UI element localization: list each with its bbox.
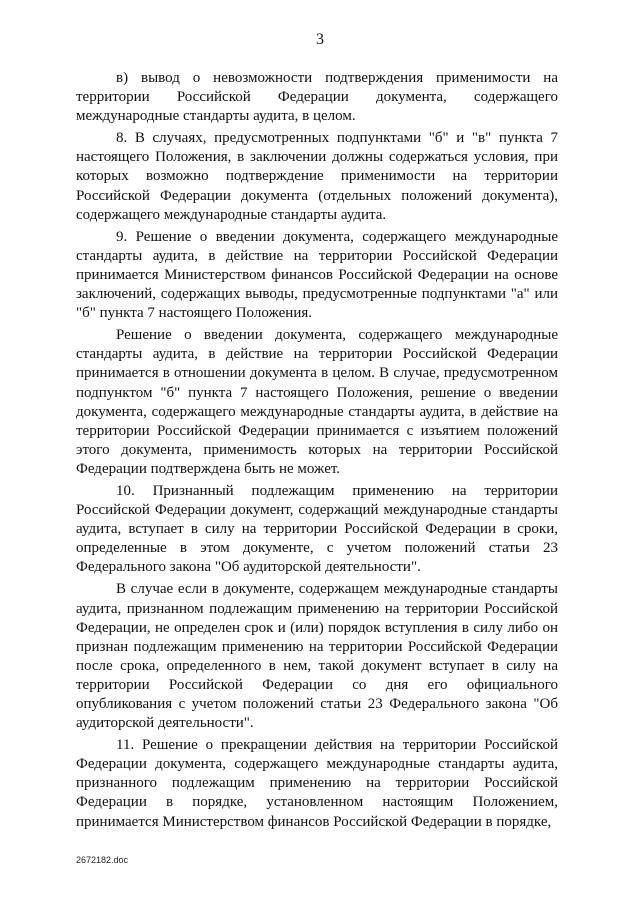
- paragraph-item-11: 11. Решение о прекращении действия на территории Российской Федерации документа, содержащего международные стандарты аудита, признанного подлежащим применению на территории Российской Федерации в порядке, установленном настоящим Положением, принимается Министерством финансов Российской Федерации в порядке,: [76, 737, 558, 830]
- document-footer-filename: 2672182.doc: [76, 855, 129, 865]
- paragraph-item-10-continued: В случае если в документе, содержащем международные стандарты аудита, признанном подлежащим применению на территории Российской Федерации, не определен срок и (или) порядок вступления в силу либо он признан подлежащим применению на территории Российской Федерации после срока, определенного в нем, такой документ вступает в силу на территории Российской Федерации со дня его официального опубликования с учетом положений статьи 23 Федерального закона "Об аудиторской деятельности".: [76, 581, 558, 732]
- document-body: [76, 69, 558, 835]
- paragraph-item-8: 8. В случаях, предусмотренных подпунктами "б" и "в" пункта 7 настоящего Положения, в заключении должны содержаться условия, при которых возможно подтверждение применимости на территории Российской Федерации документа (отдельных положений документа), содержащего международные стандарты аудита.: [76, 130, 558, 223]
- page-number: 3: [316, 31, 324, 48]
- paragraph-item-9-continued: Решение о введении документа, содержащего международные стандарты аудита, в действие на территории Российской Федерации принимается в отношении документа в целом. В случае, предусмотренном подпунктом "б" пункта 7 настоящего Положения, решение о введении документа, содержащего международные стандарты аудита, в действие на территории Российской Федерации принимается с изъятием положений этого документа, применимость которых на территории Российской Федерации подтверждена быть не может.: [76, 327, 558, 477]
- paragraph-subpoint-v: в) вывод о невозможности подтверждения применимости на территории Российской Федерации документа, содержащего международные стандарты аудита, в целом.: [76, 70, 558, 125]
- paragraph-item-9: 9. Решение о введении документа, содержащего международные стандарты аудита, в действие на территории Российской Федерации принимается Министерством финансов Российской Федерации на основе заключений, содержащих выводы, предусмотренные подпунктами "а" или "б" пункта 7 настоящего Положения.: [76, 228, 558, 322]
- paragraph-item-10: 10. Признанный подлежащим применению на территории Российской Федерации документ, содержащий международные стандарты аудита, вступает в силу на территории Российской Федерации в сроки, определенные в этом документе, с учетом положений статьи 23 Федерального закона "Об аудиторской деятельности".: [76, 482, 558, 576]
